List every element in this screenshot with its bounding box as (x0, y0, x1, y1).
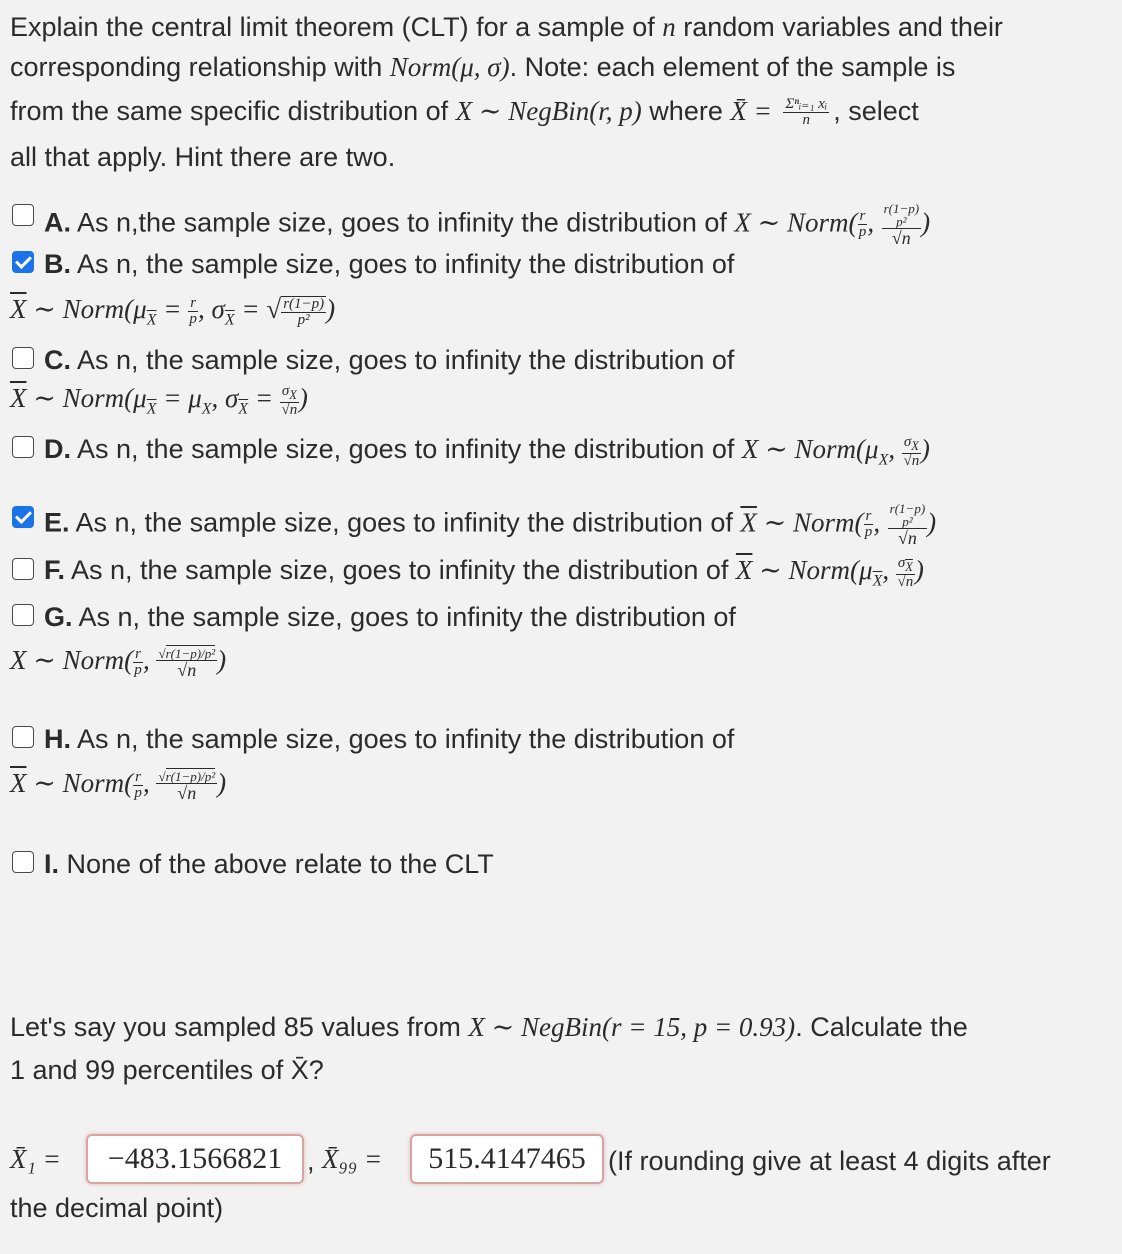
checkbox-i[interactable] (12, 851, 34, 873)
option-h-label: H. As n, the sample size, goes to infinity the distribution of (44, 724, 735, 754)
option-d-label: D. As n, the sample size, goes to infinity the distribution of X ∼ $Norm(\mu_X$, $\frac{\sigma_X}{√n}$ ) (44, 434, 930, 469)
option-i-label: I. None of the above relate to the CLT (44, 849, 494, 879)
option-a-label: A. As n,the sample size, goes to infinity the distribution of X ∼ Norm( $\frac{r}{p}$ , r(1−p) p² √n ) (44, 201, 931, 248)
option-c-label: C. As n, the sample size, goes to infinity the distribution of (44, 345, 735, 375)
checkbox-e[interactable] (12, 506, 34, 528)
x1-label: X̄₁ = (10, 1144, 61, 1174)
option-g-formula: X ∼ Norm( $\frac{r}{p}$ , $\frac{\text{√r(1−p)/p²}}{√n}$ ) (10, 645, 227, 680)
option-h-formula: $\overline{X}$ ∼ Norm( $\frac{r}{p}$ , $\frac{\text{√r(1−p)/p²}}{√n}$ ) (10, 768, 227, 803)
mean-fraction: $\frac{\text{Σⁿᵢ₌₁ xᵢ}}{n}$ (785, 96, 828, 129)
option-e-label: E. As n, the sample size, goes to infinity the distribution of $\overline{X}$ ∼ Norm( $\frac{r}{p}$ , r(1−p) p² √n ) (44, 501, 937, 548)
checkbox-a[interactable] (12, 204, 34, 226)
option-b-formula: $\overline{X}$ ∼ $Norm(\mu_{\overline{X}}$ = $\frac{r}{p}$ , $\sigma_{\overline{X}}$ = √ $\frac{r(1-p)}{\text{p²}}$ ) (10, 294, 336, 329)
checkbox-b[interactable] (12, 251, 34, 273)
question1-line2: corresponding relationship with Norm(μ, σ). Note: each element of the sample is (10, 52, 956, 82)
checkbox-g[interactable] (12, 604, 34, 626)
option-b-label: B. As n, the sample size, goes to infinity the distribution of (44, 249, 735, 279)
checkbox-c[interactable] (12, 347, 34, 369)
checkbox-h[interactable] (12, 726, 34, 748)
rounding-hint: (If rounding give at least 4 digits after (608, 1146, 1051, 1176)
x1-answer-input[interactable]: −483.1566821 (86, 1134, 304, 1184)
option-g-label: G. As n, the sample size, goes to infinity the distribution of (44, 602, 736, 632)
rounding-hint-cont: the decimal point) (10, 1193, 224, 1223)
x99-label: X̄₉₉ = (322, 1144, 383, 1174)
question1-line3: from the same specific distribution of X ∼ NegBin(r, p) where X̄ = $\frac{\text{Σⁿᵢ₌₁ xᵢ}}{n}$ , select (10, 96, 919, 129)
checkbox-f[interactable] (12, 558, 34, 580)
question1-line1: Explain the central limit theorem (CLT) for a sample of n random variables and their (10, 12, 1003, 42)
option-c-formula: $\overline{X}$ ∼ $Norm(\mu_{\overline{X}} = \mu_X$, $\sigma_{\overline{X}}$ = $\frac{\sigma_X}{√n}$ ) (10, 383, 308, 418)
question1-line4: all that apply. Hint there are two. (10, 142, 396, 172)
question2-line1: Let's say you sampled 85 values from X ∼ NegBin(r = 15, p = 0.93). Calculate the (10, 1012, 968, 1042)
checkbox-d[interactable] (12, 436, 34, 458)
comma-separator: , (307, 1146, 315, 1176)
x99-answer-input[interactable]: 515.4147465 (410, 1134, 604, 1184)
question2-line2: 1 and 99 percentiles of X̄? (10, 1055, 324, 1085)
option-f-label: F. As n, the sample size, goes to infinity the distribution of $\overline{X}$ ∼ $Norm(\mu_{\overline{X}}$, $\frac{\sigma_{\overline{X}}}{√n}$ ) (44, 555, 924, 590)
